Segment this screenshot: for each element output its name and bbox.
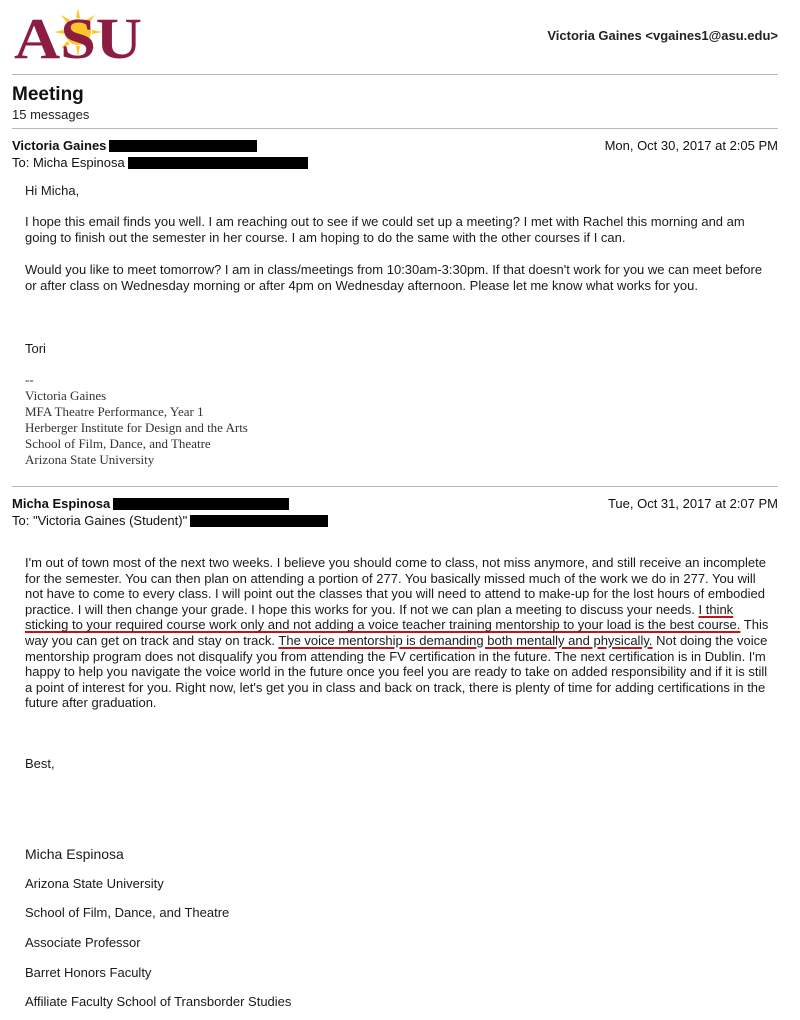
- underlined-text: I think sticking to your required course work only and not adding a voice teacher training mentorship to your load is the best course.: [25, 601, 741, 633]
- underlined-text: The voice mentorship is demanding both mentally and physically.: [278, 632, 653, 648]
- redacted-email: [113, 498, 289, 510]
- signature-line: Herberger Institute for Design and the Arts: [25, 420, 248, 435]
- body-text: Not doing the voice mentorship program does not disqualify you from attending the FV certification in the future. The next certification is in Dublin. I'm happy to help you navigate the voice world in the future once you feel you are ready to take on added responsibility and if it is still a point of interest for you. Right now, let's get you in class and back on track, there is plenty of time for adding certifications in the future after graduation.: [25, 632, 768, 711]
- signature: [25, 372, 770, 468]
- sender-name: Victoria Gaines: [12, 138, 107, 153]
- signature-line: Arizona State University: [25, 876, 164, 891]
- signature-separator: --: [25, 372, 34, 387]
- signature-line: Arizona State University: [25, 452, 155, 467]
- signoff: Tori: [25, 341, 46, 356]
- divider: [12, 486, 778, 487]
- thread-subject: Meeting: [12, 84, 84, 105]
- signature-line: Associate Professor: [25, 935, 141, 950]
- signature-line: MFA Theatre Performance, Year 1: [25, 404, 204, 419]
- signature-line: School of Film, Dance, and Theatre: [25, 436, 211, 451]
- message-count: 15 messages: [12, 107, 90, 122]
- redacted-email: [109, 140, 257, 152]
- message-body: [25, 183, 770, 199]
- signature-line: Micha Espinosa: [25, 846, 124, 862]
- divider: [12, 128, 778, 129]
- signature-line: Victoria Gaines: [25, 388, 107, 403]
- signature-line: Affiliate Faculty School of Transborder Studies: [25, 994, 292, 1009]
- paragraph: Would you like to meet tomorrow? I am in class/meetings from 10:30am-3:30pm. If that doesn't work for you we can meet before or after class on Wednesday morning or after 4pm on Wednesday afternoon. Please let me know what works for you.: [25, 262, 763, 293]
- recipient-line: To: Micha Espinosa: [12, 155, 125, 170]
- message-header[interactable]: [12, 496, 778, 528]
- divider: [12, 74, 778, 75]
- message-date: Tue, Oct 31, 2017 at 2:07 PM: [607, 496, 778, 511]
- message-header[interactable]: [12, 138, 778, 170]
- body-text: This way you can get on track and stay on track.: [25, 617, 769, 648]
- paragraph: [25, 555, 770, 711]
- sender-name: Micha Espinosa: [12, 496, 111, 511]
- signature-line: School of Film, Dance, and Theatre: [25, 905, 230, 920]
- greeting: Hi Micha,: [25, 183, 80, 198]
- recipient-line: To: "Victoria Gaines (Student)": [12, 513, 188, 528]
- asu-logo-text: ASU: [14, 6, 142, 62]
- message-date: Mon, Oct 30, 2017 at 2:05 PM: [604, 138, 778, 153]
- redacted-email: [128, 157, 308, 169]
- redacted-email: [190, 515, 328, 527]
- body-text: I'm out of town most of the next two weeks. I believe you should come to class, not miss anymore, and still receive an incomplete for the semester. You can then plan on attending a portion of 277. You basically missed much of the work we do in 277. You will not have to come to every class. I will point out the classes that you will need to attend to make-up for the lost hours of embodied practice. I will then change your grade. I hope this works for you. If not we can plan a meeting to discuss your needs.: [25, 555, 766, 617]
- signature-line: Barret Honors Faculty: [25, 965, 152, 980]
- paragraph: I hope this email finds you well. I am reaching out to see if we could set up a meeting? I met with Rachel this morning and am going to finish out the semester in her course. I am hoping to do the same with the other courses if I can.: [25, 214, 745, 245]
- asu-logo: [12, 6, 144, 62]
- account-email: Victoria Gaines <vgaines1@asu.edu>: [547, 28, 778, 43]
- message-body: [25, 555, 770, 711]
- closing: Best,: [25, 756, 55, 771]
